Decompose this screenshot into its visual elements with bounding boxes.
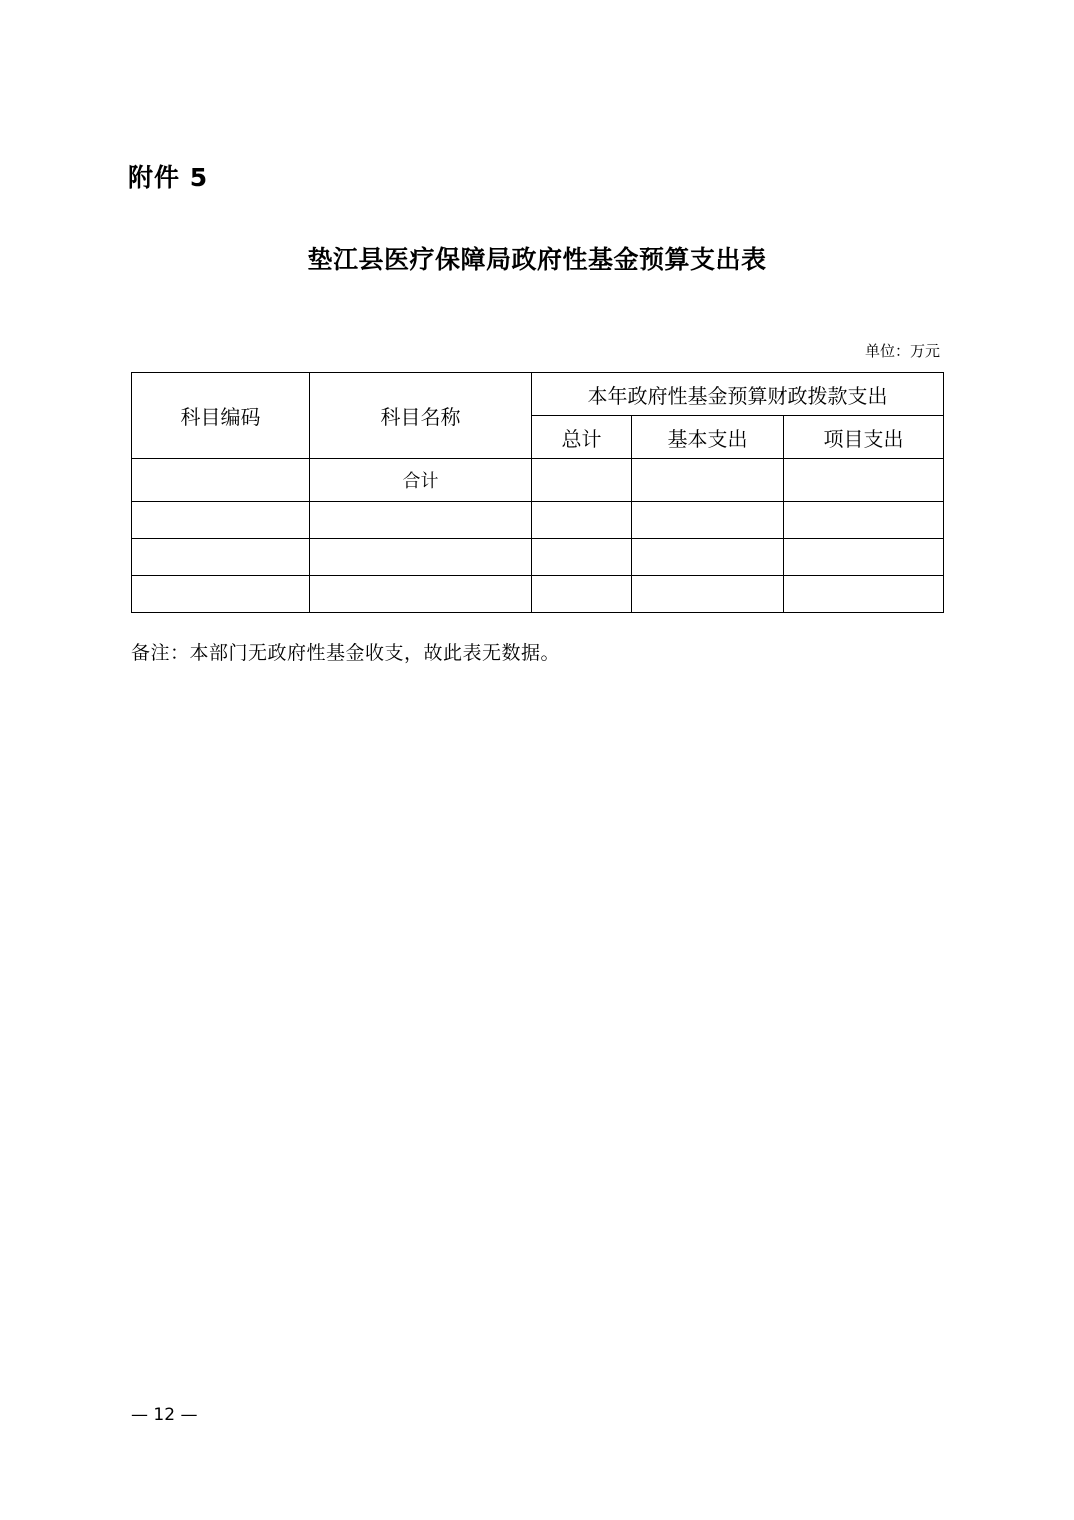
cell-code — [132, 459, 310, 502]
cell-name — [310, 576, 532, 613]
cell-code — [132, 539, 310, 576]
unit-note: 单位：万元 — [864, 342, 940, 360]
attachment-label: 附件 5 — [128, 163, 209, 192]
header-col-name: 科目名称 — [310, 373, 532, 459]
budget-table — [131, 372, 944, 613]
header-col-project: 项目支出 — [784, 416, 944, 459]
cell-basic — [632, 539, 784, 576]
cell-project — [784, 539, 944, 576]
header-col-basic: 基本支出 — [632, 416, 784, 459]
cell-basic — [632, 502, 784, 539]
cell-name — [310, 539, 532, 576]
cell-total — [532, 576, 632, 613]
table-header-row-1 — [132, 373, 944, 416]
table-row — [132, 576, 944, 613]
page-number: — 12 — — [131, 1405, 198, 1425]
cell-project — [784, 459, 944, 502]
table-row — [132, 539, 944, 576]
table-row — [132, 502, 944, 539]
header-col-total: 总计 — [532, 416, 632, 459]
cell-name — [310, 502, 532, 539]
table-row — [132, 459, 944, 502]
page-title: 垫江县医疗保障局政府性基金预算支出表 — [307, 247, 767, 274]
cell-project — [784, 576, 944, 613]
cell-total — [532, 459, 632, 502]
header-col-code: 科目编码 — [132, 373, 310, 459]
table-remark: 备注：本部门无政府性基金收支，故此表无数据。 — [131, 642, 561, 664]
cell-project — [784, 502, 944, 539]
cell-code — [132, 502, 310, 539]
cell-name: 合计 — [310, 459, 532, 502]
cell-basic — [632, 576, 784, 613]
cell-total — [532, 539, 632, 576]
header-group-expenditure: 本年政府性基金预算财政拨款支出 — [532, 373, 944, 416]
cell-basic — [632, 459, 784, 502]
cell-total — [532, 502, 632, 539]
cell-code — [132, 576, 310, 613]
